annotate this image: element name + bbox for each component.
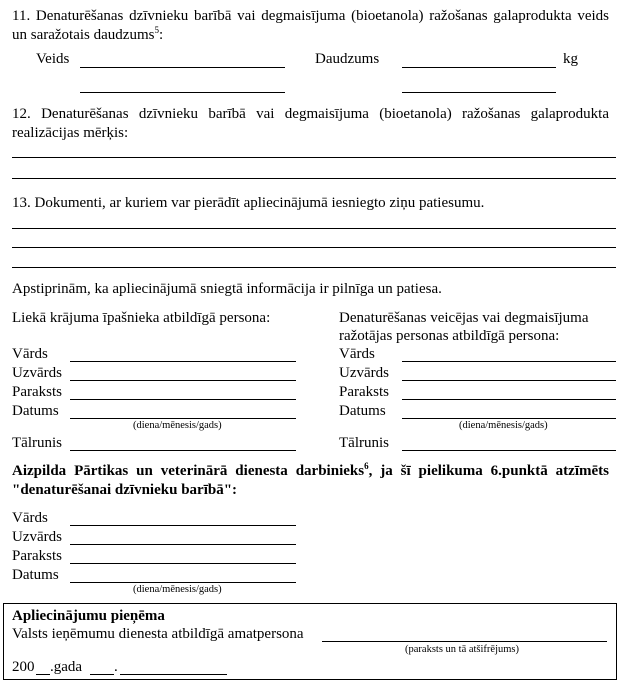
- vet-field-datums: Datums: [12, 567, 59, 583]
- vet-field-paraksts: Paraksts: [12, 548, 62, 564]
- vet-field-uzvards: Uzvārds: [12, 529, 62, 545]
- acceptance-sign-hint: (paraksts un tā atšifrējums): [405, 644, 520, 655]
- month-line[interactable]: [120, 674, 227, 675]
- left-datums-line[interactable]: [70, 418, 296, 419]
- vet-section-heading: Aizpilda Pārtikas un veterinārā dienesta darbinieks$^6$, ja šī pielikuma 6.punktā atzīmēts "denaturēšanai dzīvnieku barībā":: [12, 461, 609, 498]
- item-13-text: 13. Dokumenti, ar kuriem var pierādīt apliecinājumā iesniegto ziņu patiesumu.: [12, 195, 485, 211]
- vet-vards-line[interactable]: [70, 525, 296, 526]
- veids-label: Veids: [36, 51, 70, 67]
- left-field-paraksts: Paraksts: [12, 384, 62, 400]
- confirmation-text: Apstiprinām, ka apliecinājumā sniegtā informācija ir pilnīga un patiesa.: [12, 281, 442, 297]
- veids-line-1[interactable]: [80, 67, 285, 68]
- left-talrunis-line[interactable]: [70, 450, 296, 451]
- right-field-vards: Vārds: [339, 346, 375, 362]
- left-field-vards: Vārds: [12, 346, 48, 362]
- gada-label: .gada: [50, 659, 83, 675]
- right-field-datums: Datums: [339, 403, 386, 419]
- vet-paraksts-line[interactable]: [70, 563, 296, 564]
- right-field-uzvards: Uzvārds: [339, 365, 389, 381]
- right-date-hint: (diena/mēnesis/gads): [459, 420, 548, 431]
- item-12-line-1[interactable]: [12, 157, 616, 158]
- vet-datums-line[interactable]: [70, 582, 296, 583]
- left-date-hint: (diena/mēnesis/gads): [133, 420, 222, 431]
- vet-uzvards-line[interactable]: [70, 544, 296, 545]
- left-field-talrunis: Tālrunis: [12, 435, 62, 451]
- right-person-heading: Denaturēšanas veicējas vai degmaisījuma ražotājas personas atbildīgā persona:: [339, 310, 589, 344]
- right-uzvards-line[interactable]: [402, 380, 616, 381]
- right-paraksts-line[interactable]: [402, 399, 616, 400]
- footnote-6: 6: [364, 461, 369, 471]
- acceptance-title: Apliecinājumu pieņēma: [12, 608, 165, 624]
- daudzums-label: Daudzums: [315, 51, 380, 67]
- item-13-line-1[interactable]: [12, 228, 616, 229]
- day-line[interactable]: [90, 674, 114, 675]
- daudzums-line-1[interactable]: [402, 67, 556, 68]
- left-field-datums: Datums: [12, 403, 59, 419]
- left-uzvards-line[interactable]: [70, 380, 296, 381]
- vet-date-hint: (diena/mēnesis/gads): [133, 584, 222, 595]
- left-vards-line[interactable]: [70, 361, 296, 362]
- year-prefix: 200: [12, 659, 35, 675]
- acceptance-official: Valsts ieņēmumu dienesta atbildīgā amatpersona: [12, 626, 304, 642]
- left-person-heading: Liekā krājuma īpašnieka atbildīgā persona:: [12, 310, 271, 326]
- daudzums-line-2[interactable]: [402, 92, 556, 93]
- year-suffix-line[interactable]: [36, 674, 50, 675]
- item-13-line-3[interactable]: [12, 267, 616, 268]
- right-talrunis-line[interactable]: [402, 450, 616, 451]
- acceptance-signature-line[interactable]: [322, 641, 607, 642]
- item-11-text: 11. Denaturēšanas dzīvnieku barībā vai degmaisījuma (bioetanola) ražošanas galaprodukta veids un saražotais daudzums$^5$:: [12, 8, 609, 43]
- left-paraksts-line[interactable]: [70, 399, 296, 400]
- right-datums-line[interactable]: [402, 418, 616, 419]
- right-field-talrunis: Tālrunis: [339, 435, 389, 451]
- right-field-paraksts: Paraksts: [339, 384, 389, 400]
- veids-line-2[interactable]: [80, 92, 285, 93]
- footnote-5: 5: [154, 25, 159, 35]
- right-vards-line[interactable]: [402, 361, 616, 362]
- item-12-line-2[interactable]: [12, 178, 616, 179]
- date-dot: .: [114, 659, 118, 675]
- item-13-line-2[interactable]: [12, 247, 616, 248]
- left-field-uzvards: Uzvārds: [12, 365, 62, 381]
- vet-field-vards: Vārds: [12, 510, 48, 526]
- item-12-text: 12. Denaturēšanas dzīvnieku barībā vai degmaisījuma (bioetanola) ražošanas galaprodukta realizācijas mērķis:: [12, 106, 609, 141]
- unit-kg: kg: [563, 51, 578, 67]
